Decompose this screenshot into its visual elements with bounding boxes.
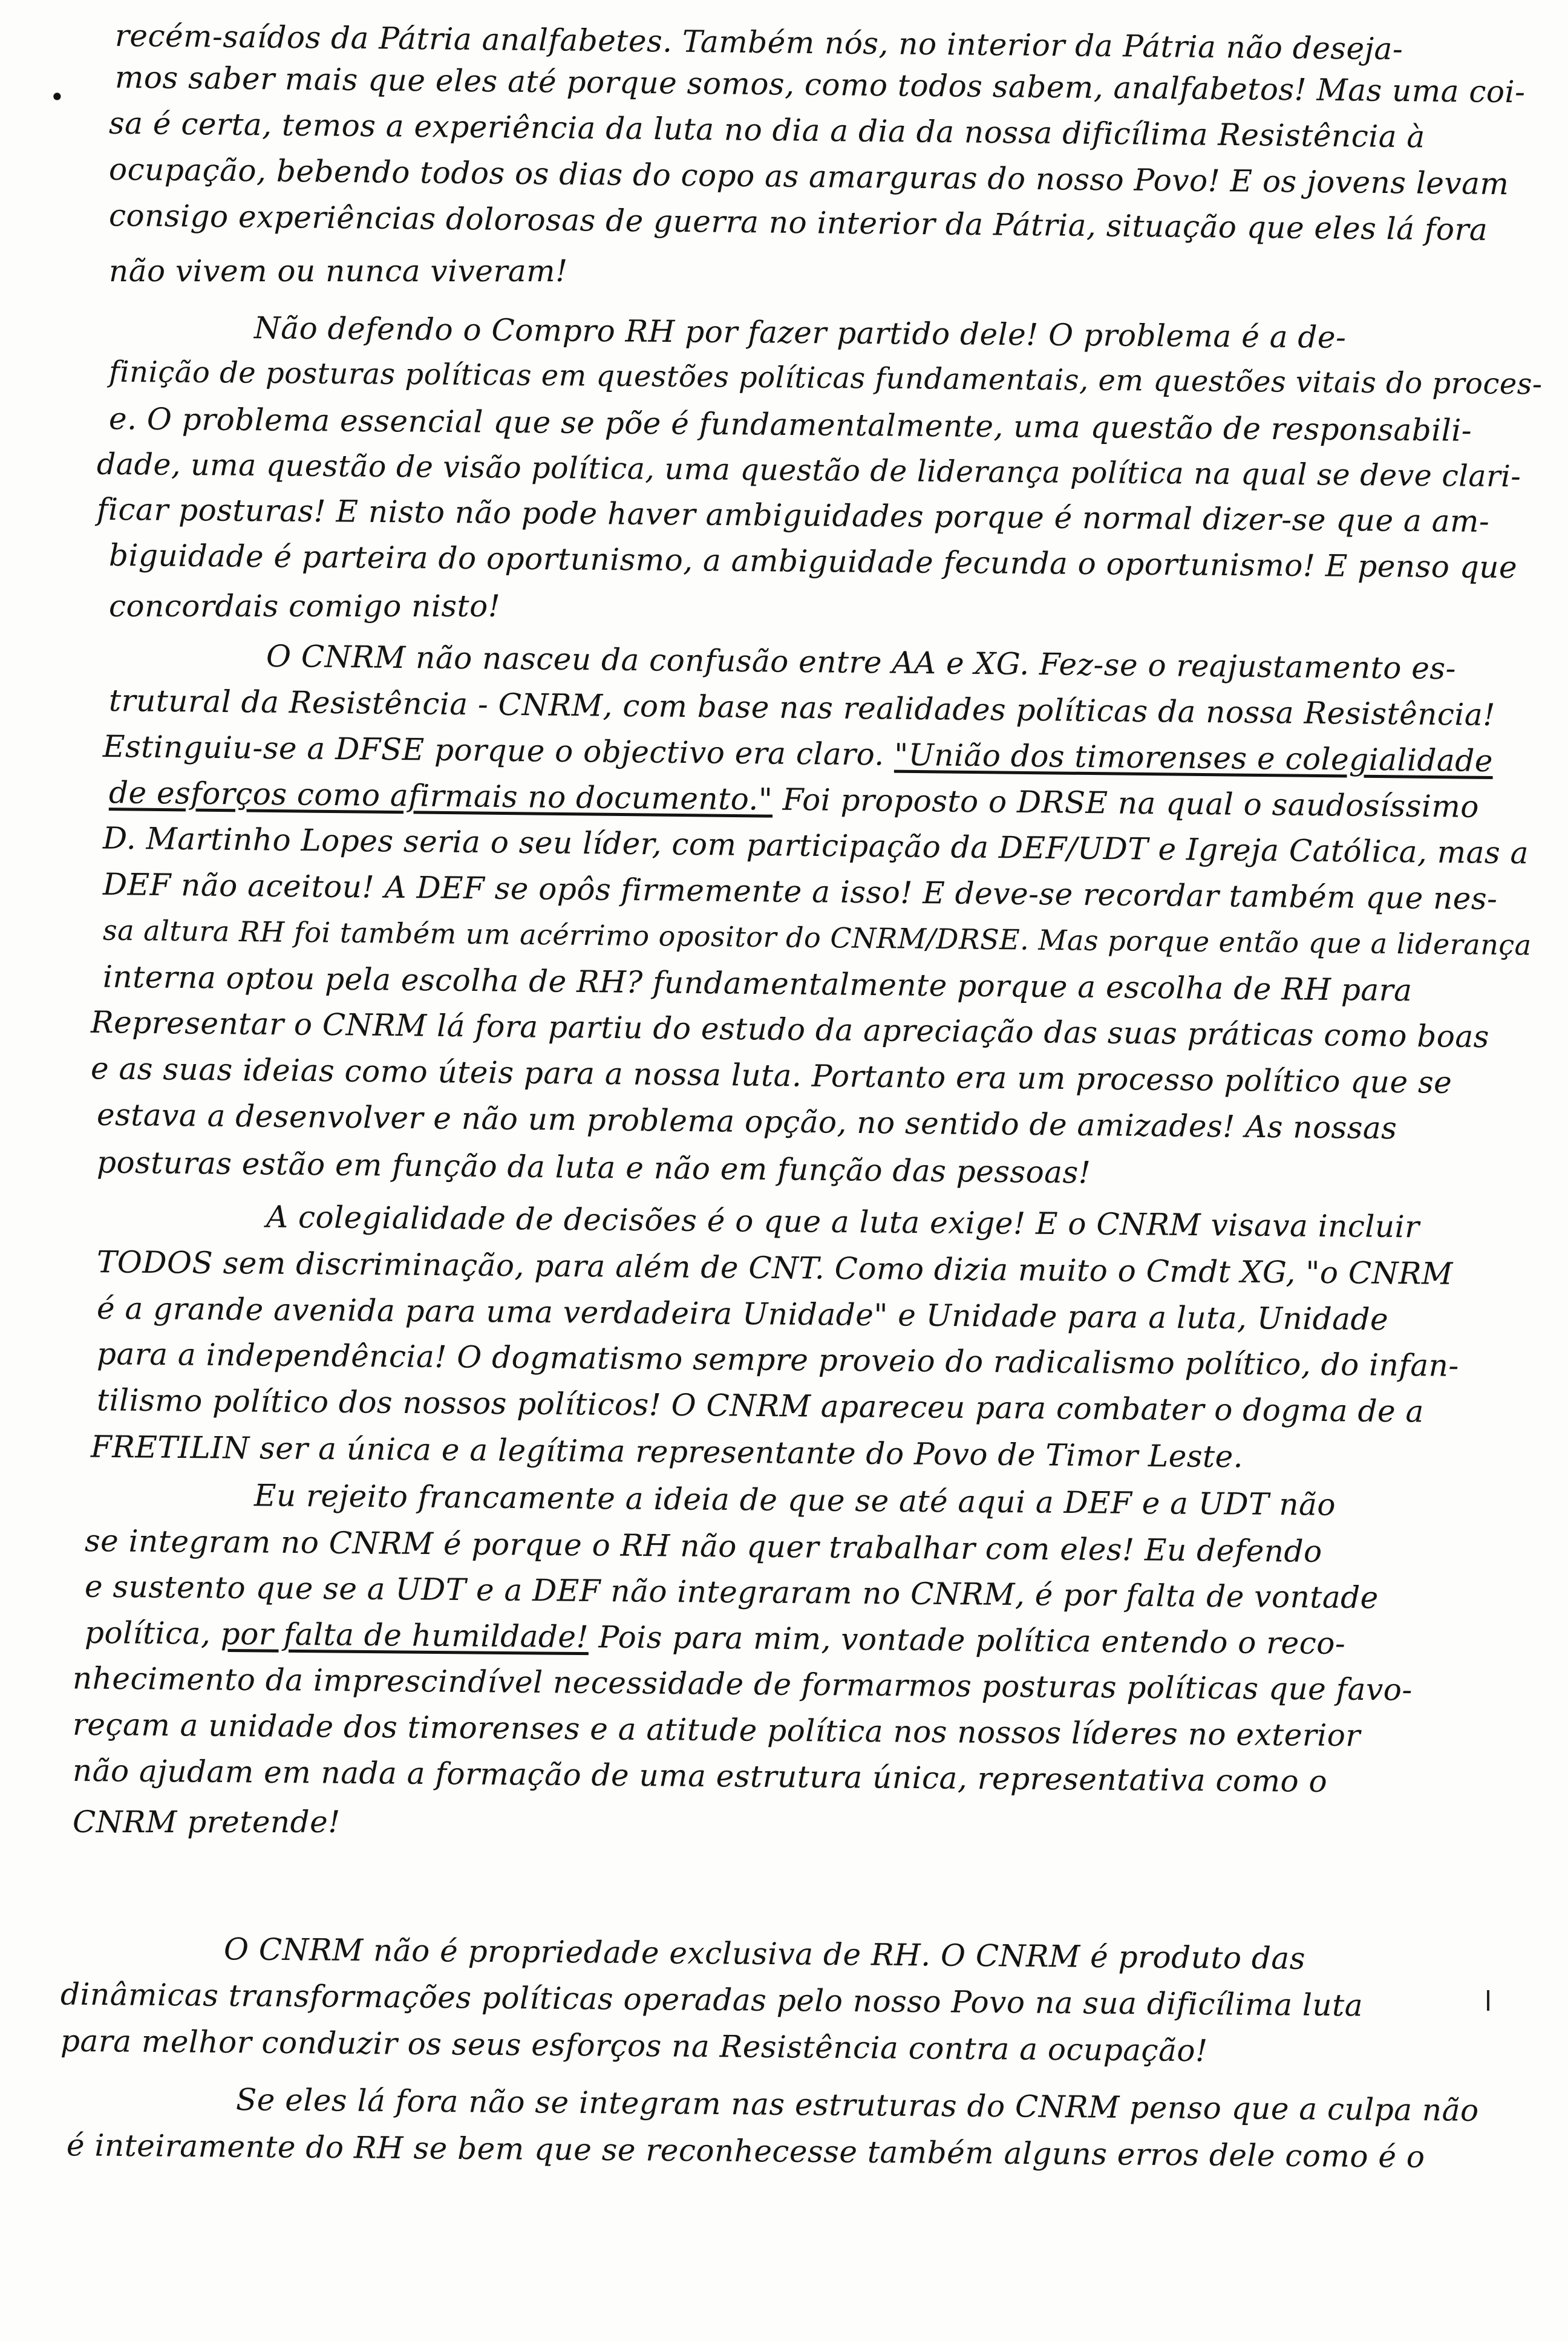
text-line: dade, uma questão de visão política, uma questão de liderança política na qual se deve clari- xyxy=(96,446,1521,494)
text-segment: Estinguiu-se a DFSE porque o objectivo era claro. xyxy=(102,728,885,772)
text-line xyxy=(103,728,1493,779)
text-line: tilismo político dos nossos políticos! O CNRM apareceu para combater o dogma de a xyxy=(96,1382,1425,1429)
text-line: interna optou pela escolha de RH? fundamentalmente porque a escolha de RH para xyxy=(102,959,1413,1008)
text-segment: política, xyxy=(84,1615,211,1651)
text-line: não vivem ou nunca viveram! xyxy=(109,253,568,289)
text-line: mos saber mais que eles até porque somos, como todos sabem, analfabetos! Mas uma coi- xyxy=(114,59,1526,110)
text-line: recém-saídos da Pátria analfabetes. Também nós, no interior da Pátria não deseja- xyxy=(114,18,1403,67)
text-line: sa altura RH foi também um acérrimo opositor do CNRM/DRSE. Mas porque então que a liderança xyxy=(102,913,1532,962)
text-line: ficar posturas! E nisto não pode haver ambiguidades porque é normal dizer-se que a am- xyxy=(96,491,1490,540)
text-line: concordais comigo nisto! xyxy=(109,589,501,624)
text-line: se integram no CNRM é porque o RH não quer trabalhar com eles! Eu defendo xyxy=(84,1523,1322,1569)
margin-tick-mark xyxy=(1487,1990,1489,2011)
text-line xyxy=(85,1615,1346,1662)
text-line: O CNRM não é propriedade exclusiva de RH. O CNRM é produto das xyxy=(223,1931,1306,1976)
margin-dot-mark: • xyxy=(50,82,65,112)
text-segment: Foi proposto o DRSE na qual o saudosíssimo xyxy=(782,782,1480,824)
text-line: para melhor conduzir os seus esforços na Resistência contra a ocupação! xyxy=(60,2023,1208,2069)
text-line: reçam a unidade dos timorenses e a atitude política nos nossos líderes no exterior xyxy=(72,1706,1361,1754)
text-segment: Pois para mim, vontade política entendo o reco- xyxy=(598,1619,1346,1662)
text-line: DEF não aceitou! A DEF se opôs firmemente a isso! E deve-se recordar também que nes- xyxy=(102,866,1498,917)
text-line: biguidade é parteira do oportunismo, a ambiguidade fecunda o oportunismo! E penso que xyxy=(108,537,1518,586)
text-line: A colegialidade de decisões é o que a luta exige! E o CNRM visava incluir xyxy=(266,1199,1420,1245)
text-line: FRETILIN ser a única e a legítima representante do Povo de Timor Leste. xyxy=(90,1429,1244,1475)
text-line: CNRM pretende! xyxy=(73,1804,341,1840)
text-line xyxy=(109,774,1479,825)
text-line: sa é certa, temos a experiência da luta no dia a dia da nossa dificílima Resistência à xyxy=(108,105,1426,155)
text-line: e. O problema essencial que se põe é fundamentalmente, uma questão de responsabili- xyxy=(108,401,1472,448)
text-line: Representar o CNRM lá fora partiu do estudo da apreciação das suas práticas como boas xyxy=(90,1004,1490,1055)
text-line: Eu rejeito francamente a ideia de que se até aqui a DEF e a UDT não xyxy=(253,1478,1336,1523)
text-line: dinâmicas transformações políticas operadas pelo nosso Povo na sua dificílima luta xyxy=(60,1976,1364,2023)
text-line: O CNRM não nasceu da confusão entre AA e XG. Fez-se o reajustamento es- xyxy=(266,638,1457,687)
text-line: para a independência! O dogmatismo sempre proveio do radicalismo político, do infan- xyxy=(96,1336,1460,1383)
underlined-quote: de esforços como afirmais no documento." xyxy=(108,775,773,817)
text-line: e sustento que se a UDT e a DEF não integraram no CNRM, é por falta de vontade xyxy=(84,1569,1379,1616)
text-line: consigo experiências dolorosas de guerra no interior da Pátria, situação que eles lá fora xyxy=(108,198,1488,247)
text-line: ocupação, bebendo todos os dias do copo as amarguras do nosso Povo! E os jovens levam xyxy=(108,151,1509,202)
text-line: é a grande avenida para uma verdadeira Unidade" e Unidade para a luta, Unidade xyxy=(96,1290,1389,1337)
text-line: estava a desenvolver e não um problema opção, no sentido de amizades! As nossas xyxy=(96,1097,1397,1146)
text-line: é inteiramente do RH se bem que se reconhecesse também alguns erros dele como é o xyxy=(66,2127,1425,2175)
text-line: nhecimento da imprescindível necessidade de formarmos posturas políticas que favo- xyxy=(72,1660,1413,1708)
text-line: trutural da Resistência - CNRM, com base nas realidades políticas da nossa Resistência! xyxy=(108,683,1496,733)
text-line: não ajudam em nada a formação de uma estrutura única, representativa como o xyxy=(72,1752,1328,1800)
text-line: e as suas ideias como úteis para a nossa luta. Portanto era um processo político que se xyxy=(90,1051,1452,1100)
text-line: TODOS sem discriminação, para além de CNT. Como dizia muito o Cmdt XG, "o CNRM xyxy=(96,1244,1453,1291)
text-line: posturas estão em função da luta e não em função das pessoas! xyxy=(96,1144,1091,1190)
text-line: D. Martinho Lopes seria o seu líder, com participação da DEF/UDT e Igreja Católica, mas a xyxy=(102,820,1529,871)
text-line: finição de posturas políticas em questões políticas fundamentais, em questões vitais do proces- xyxy=(108,354,1543,402)
underlined-quote: "União dos timorenses e colegialidade xyxy=(893,737,1494,779)
underlined-phrase: por falta de humildade! xyxy=(220,1616,589,1655)
text-line: Não defendo o Compro RH por fazer partido dele! O problema é a de- xyxy=(253,310,1347,355)
text-line: Se eles lá fora não se integram nas estruturas do CNRM penso que a culpa não xyxy=(235,2082,1479,2128)
